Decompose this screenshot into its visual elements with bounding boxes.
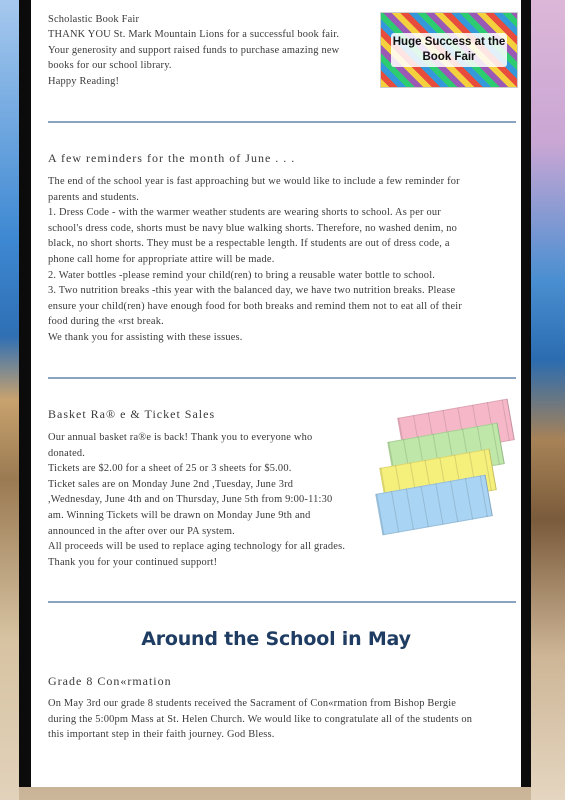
section-divider (48, 377, 516, 379)
reminders-line: 2. Water bottles -please remind your child(ren) to bring a reusable water bottle to school. (48, 269, 436, 281)
confirmation-line: On May 3rd our grade 8 students received the Sacrament of Con«rmation from Bishop Bergie (48, 698, 457, 709)
raffle-line: Tickets are $2.00 for a sheet of 25 or 3 sheets for $5.00. (48, 463, 292, 475)
bookfair-image-caption: Huge Success at the Book Fair (391, 33, 507, 67)
bookfair-line: THANK YOU St. Mark Mountain Lions for a successful book fair. (48, 29, 340, 40)
confirmation-line: during the 5:00pm Mass at St. Helen Church. We would like to congratulate all of the students on (48, 713, 473, 725)
bookfair-title: Scholastic Book Fair (48, 14, 140, 25)
background-left-photo (0, 0, 19, 800)
reminders-line: parents and students. (48, 191, 140, 203)
reminders-line: phone call home for appropriate attire will be made. (48, 253, 275, 265)
bookfair-body (48, 27, 378, 89)
raffle-line: Ticket sales are on Monday June 2nd ,Tuesday, June 3rd (48, 478, 294, 490)
section-divider (48, 121, 516, 123)
raffle-heading: Basket Ra® e & Ticket Sales (48, 407, 216, 421)
reminders-line: school's dress code, shorts must be navy blue walking shorts. Therefore, no washed denim, no (48, 222, 458, 234)
raffle-line: Our annual basket ra®e is back! Thank you to everyone who (48, 432, 313, 443)
raffle-line: announced in the after over our PA system. (48, 525, 235, 537)
background-right-photo (531, 0, 565, 800)
raffle-line: All proceeds will be used to replace aging technology for all grades. (48, 541, 346, 553)
confirmation-body (48, 696, 518, 743)
confirmation-heading: Grade 8 Con«rmation (48, 674, 172, 688)
confirmation-line: this important step in their faith journey. God Bless. (48, 729, 275, 741)
reminders-line: ensure your child(ren) have enough food for both breaks and remind them not to eat all of their (48, 300, 463, 312)
raffle-line: am. Winning Tickets will be drawn on Monday June 9th and (48, 509, 311, 521)
around-school-title: Around the School in May (141, 628, 411, 650)
bookfair-line: Your generosity and support raised funds to purchase amazing new (48, 44, 340, 56)
reminders-line: 1. Dress Code - with the warmer weather students are wearing shorts to school. As per our (48, 207, 441, 219)
reminders-line: The end of the school year is fast approaching but we would like to include a few reminder for (48, 176, 460, 187)
bookfair-line: Happy Reading! (48, 75, 120, 87)
reminders-line: black, no short shorts. They must be a respectable length. If students are out of dress code, a (48, 238, 450, 250)
raffle-line: ,Wednesday, June 4th and on Thursday, June 5th from 9:00-11:30 (48, 494, 333, 506)
raffle-body (48, 430, 378, 570)
bookfair-image (380, 12, 518, 88)
bookfair-line: books for our school library. (48, 60, 172, 72)
newsletter-page (31, 0, 521, 787)
reminders-line: We thank you for assisting with these issues. (48, 331, 243, 343)
reminders-body (48, 174, 518, 346)
raffle-tickets-image (378, 402, 518, 532)
raffle-line: donated. (48, 447, 86, 459)
reminders-heading: A few reminders for the month of June . . . (48, 151, 296, 165)
raffle-line: Thank you for your continued support! (48, 556, 218, 568)
reminders-line: food during the «rst break. (48, 316, 164, 328)
reminders-line: 3. Two nutrition breaks -this year with the balanced day, we have two nutrition breaks. Please (48, 285, 456, 297)
section-divider (48, 601, 516, 603)
